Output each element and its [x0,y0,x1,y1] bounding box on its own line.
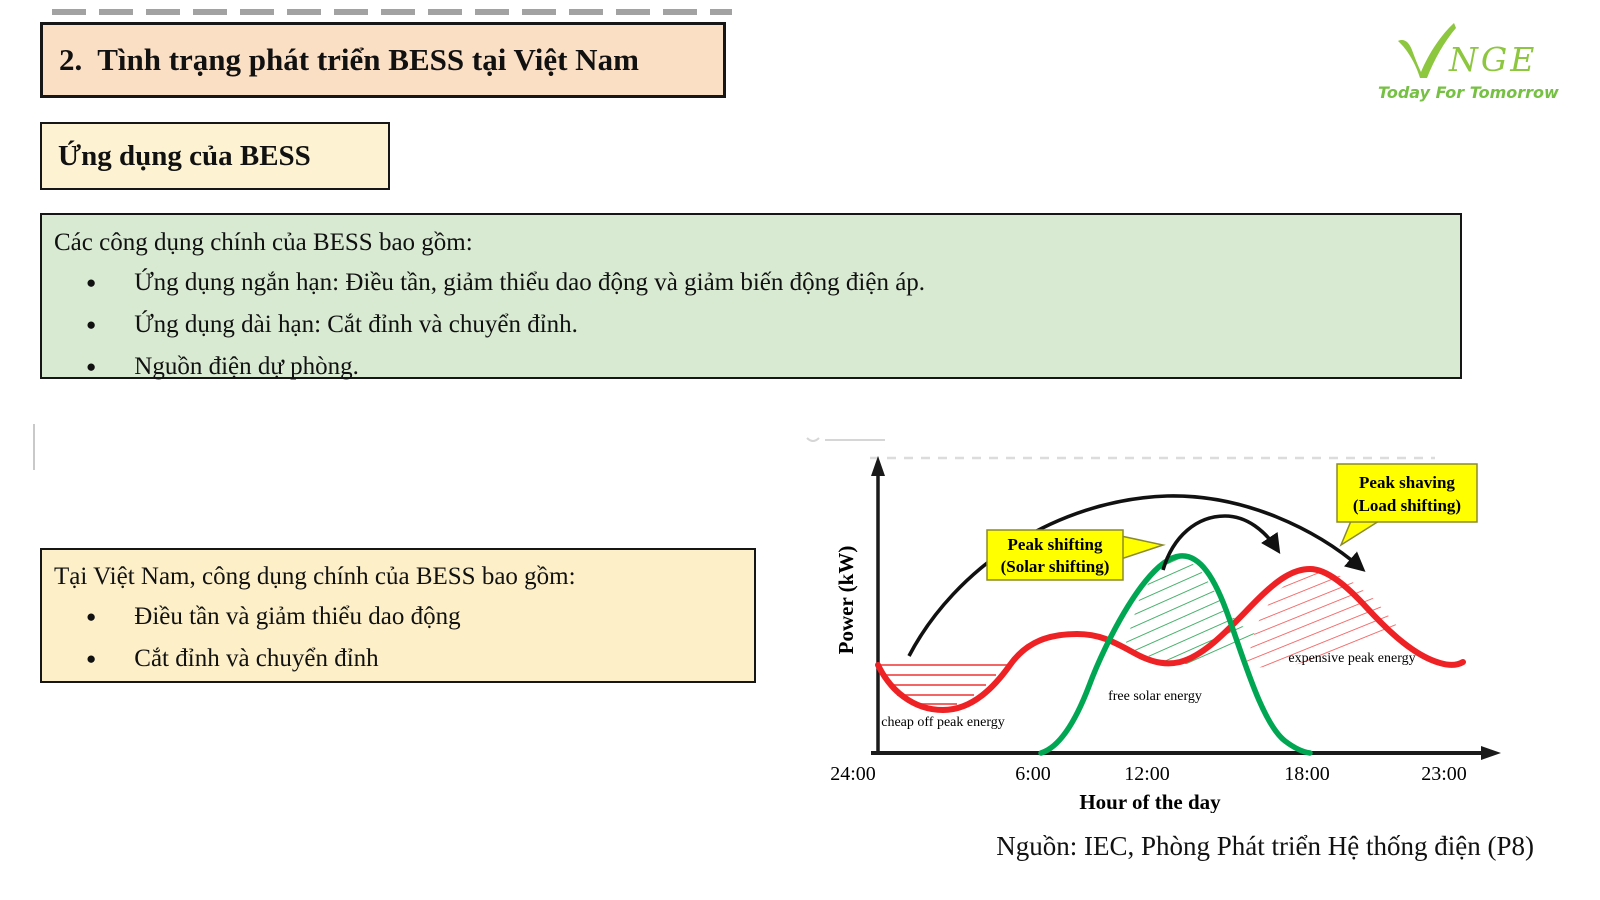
offpeak-hatch [880,665,1007,704]
bullet-text: Ứng dụng dài hạn: Cắt đỉnh và chuyển đỉnh. [134,311,578,338]
bullet-icon: ● [86,315,97,334]
bullet-icon: ● [86,649,97,668]
vnge-logo-tagline: Today For Tomorrow [1378,83,1559,102]
main-uses-box [40,213,1462,379]
section-heading-box [40,122,390,190]
vnge-logo-text: NGE [1449,40,1538,79]
list-item [54,347,1446,389]
offpeak-label: cheap off peak energy [881,715,1005,730]
solar-surplus-hatch [1125,556,1255,664]
bullet-text: Nguồn điện dự phòng. [134,353,359,380]
x-tick: 18:00 [1284,763,1330,785]
slide-title: 2. Tình trạng phát triển BESS tại Việt Nam [59,42,639,77]
x-tick-labels [830,763,1467,785]
cropped-text-artifact [52,9,732,15]
peak-shifting-callout [987,530,1163,580]
list-item [54,597,740,639]
x-tick: 6:00 [1015,763,1051,785]
vietnam-uses-box [40,548,756,683]
bullet-icon: ● [86,607,97,626]
bullet-text: Điều tần và giảm thiểu dao động [134,603,461,630]
y-axis-label: Power (kW) [834,545,858,655]
callout-text: Peak shifting [1007,535,1103,554]
section-heading: Ứng dụng của BESS [58,139,311,172]
source-caption: Nguồn: IEC, Phòng Phát triển Hệ thống điện (P8) [996,831,1534,861]
bullet-icon: ● [86,273,97,292]
expensive-peak-label: expensive peak energy [1288,651,1416,666]
callout-text: (Solar shifting) [1000,557,1110,576]
duck-curve-chart [795,428,1555,813]
bullet-text: Cắt đỉnh và chuyển đỉnh [134,645,379,672]
x-tick: 23:00 [1421,763,1467,785]
list-item [54,263,1446,305]
bullet-text: Ứng dụng ngắn hạn: Điều tần, giảm thiểu dao động và giảm biến động điện áp. [134,269,926,296]
callout-text: Peak shaving [1359,473,1455,492]
x-axis-label: Hour of the day [1079,790,1221,813]
x-tick: 24:00 [830,763,876,785]
callout-text: (Load shifting) [1352,496,1462,515]
x-tick: 12:00 [1124,763,1170,785]
peak-shaving-callout [1337,464,1477,545]
vietnam-uses-header: Tại Việt Nam, công dụng chính của BESS bao gồm: [54,563,576,590]
main-uses-header: Các công dụng chính của BESS bao gồm: [54,229,473,256]
list-item [54,639,740,681]
bullet-icon: ● [86,357,97,376]
free-solar-label: free solar energy [1108,689,1202,704]
x-axis-arrow-icon [1481,746,1501,760]
cropped-line-artifact [33,424,35,470]
list-item [54,305,1446,347]
slide-title-box [40,22,726,98]
faint-scribble-artifact [807,438,885,441]
